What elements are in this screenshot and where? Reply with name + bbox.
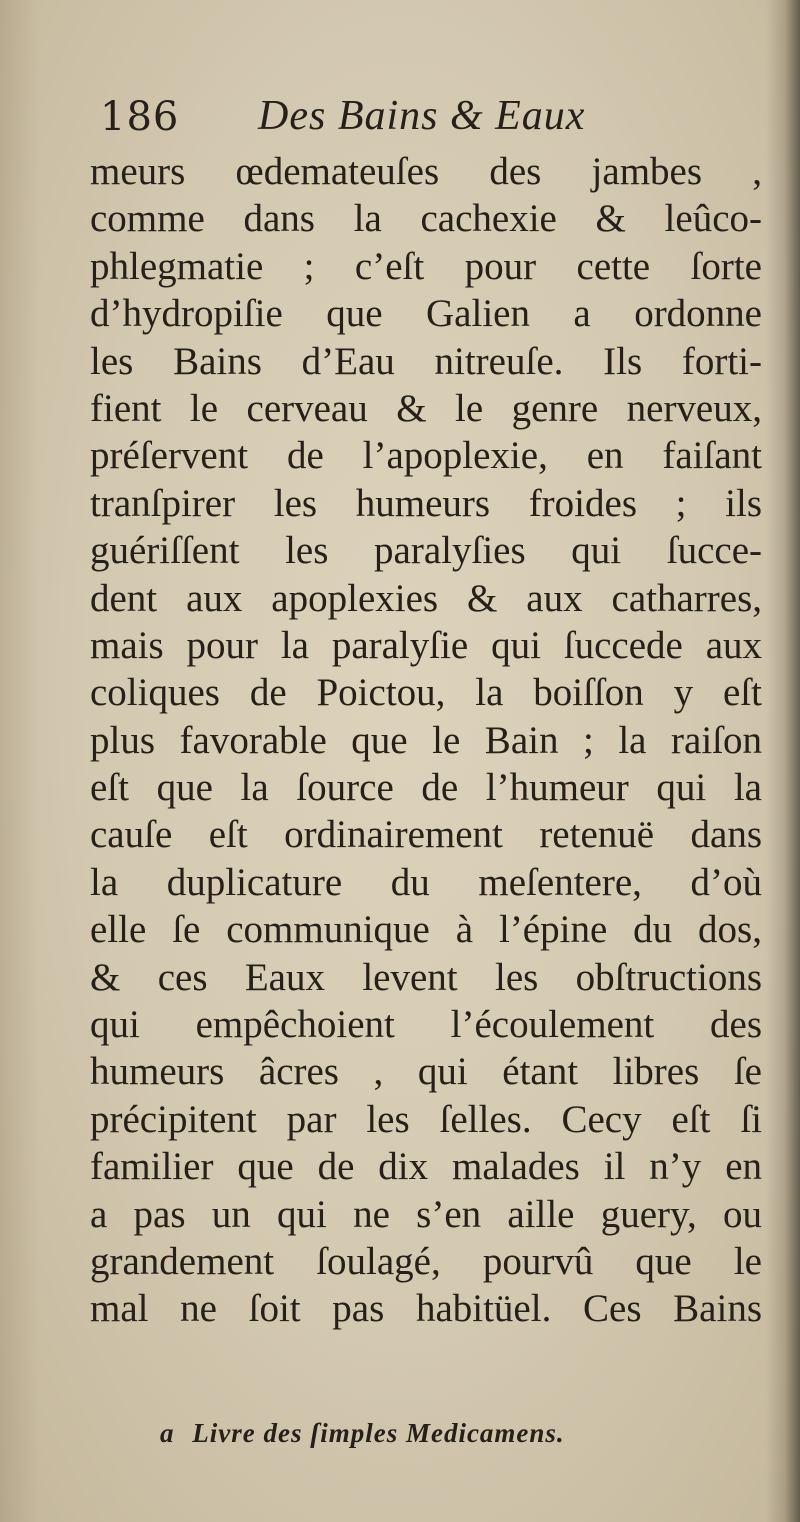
text-line: phlegmatie ; c’eſt pour cette ſorte <box>90 244 762 288</box>
text-line: précipitent par les ſelles. Cecy eſt ſi <box>90 1097 762 1141</box>
text-line: a pas un qui ne s’en aille guery, ou <box>90 1192 762 1236</box>
page-shading <box>0 0 40 1522</box>
text-line: humeurs âcres , qui étant libres ſe <box>90 1050 762 1094</box>
text-line: dent aux apoplexies & aux catharres, <box>90 576 762 620</box>
footnote-text: Livre des ſimples Medicamens. <box>192 1418 565 1448</box>
text-line: les Bains d’Eau nitreuſe. Ils forti- <box>90 339 762 383</box>
text-line: préſervent de l’apoplexie, en faiſant <box>90 434 762 478</box>
body-text <box>90 148 762 1333</box>
text-line: familier que de dix malades il n’y en <box>90 1145 762 1189</box>
text-line: & ces Eaux levent les obſtructions <box>90 955 762 999</box>
running-title: Des Bains & Eaux <box>258 93 586 139</box>
text-line: mais pour la paralyſie qui ſuccede aux <box>90 623 762 667</box>
text-line: fient le cerveau & le genre nerveux, <box>90 386 762 430</box>
text-line: tranſpirer les humeurs froides ; ils <box>90 481 762 525</box>
text-line: guériſſent les paralyſies qui ſucce- <box>90 529 762 573</box>
text-line: meurs œdemateuſes des jambes , <box>90 150 762 193</box>
text-line: plus favorable que le Bain ; la raiſon <box>90 718 762 762</box>
page-number: 186 <box>100 94 180 140</box>
text-line: qui empêchoient l’écoulement des <box>90 1003 762 1047</box>
text-line: d’hydropiſie que Galien a ordonne <box>90 292 762 336</box>
page-header <box>100 82 700 142</box>
text-line: elle ſe communique à l’épine du dos, <box>90 908 762 952</box>
text-line: grandement ſoulagé, pourvû que le <box>90 1239 762 1283</box>
text-line: coliques de Poictou, la boiſſon y eſt <box>90 671 762 715</box>
text-line: mal ne ſoit pas habitüel. Ces Bains <box>90 1287 762 1331</box>
text-line: la duplicature du meſentere, d’où <box>90 860 762 904</box>
text-line: cauſe eſt ordinairement retenuë dans <box>90 813 762 857</box>
text-line: eſt que la ſource de l’humeur qui la <box>90 766 762 810</box>
footnote-marker: a <box>160 1418 175 1448</box>
footnote <box>160 1418 720 1449</box>
text-line: comme dans la cachexie & leûco- <box>90 197 762 241</box>
binding-shadow <box>766 0 800 1522</box>
